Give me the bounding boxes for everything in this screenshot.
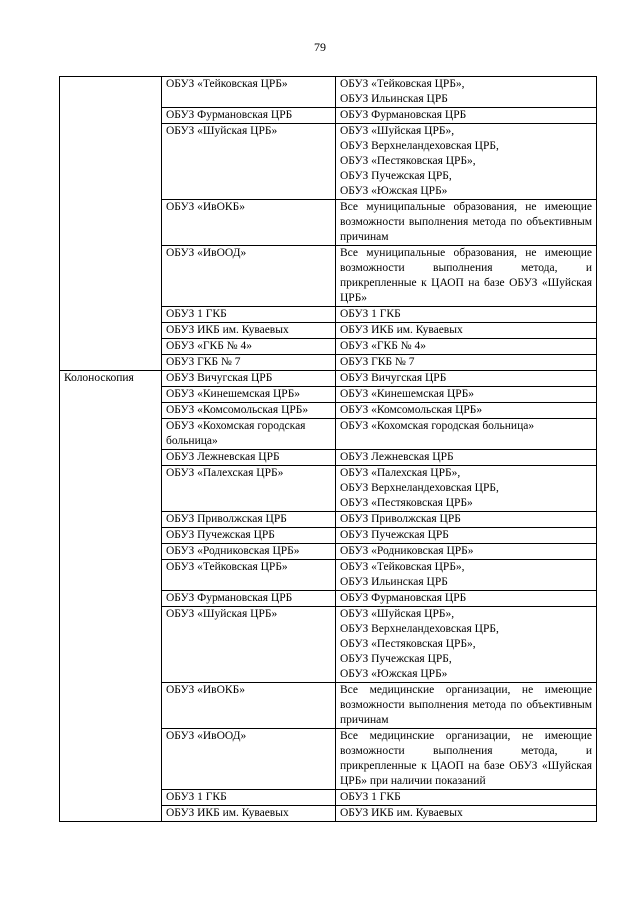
attached-organizations-cell (336, 591, 597, 607)
organization-cell: ОБУЗ ГКБ № 7 (162, 355, 336, 371)
attached-organizations-cell (336, 387, 597, 403)
attached-organization-line: ОБУЗ «Кохомская городская больница» (340, 420, 535, 432)
section-cell (60, 77, 162, 371)
attached-organizations-cell (336, 403, 597, 419)
attached-organizations-cell (336, 544, 597, 560)
attached-organizations-cell (336, 790, 597, 806)
attached-organization-line: ОБУЗ Пучежская ЦРБ, (340, 170, 452, 182)
organization-cell: ОБУЗ «ИвООД» (162, 246, 336, 307)
organization-cell: ОБУЗ «Кохомская городская больница» (162, 419, 336, 450)
attached-organization-line: Все медицинские организации, не имеющие возможности выполнения метода, и прикрепленные к ЦАОП на базе ОБУЗ «Шуйская ЦРБ» при наличии показаний (340, 730, 592, 787)
attached-organizations-cell (336, 683, 597, 729)
organization-cell: ОБУЗ «Кинешемская ЦРБ» (162, 387, 336, 403)
organization-cell: ОБУЗ «Комсомольская ЦРБ» (162, 403, 336, 419)
attached-organization-line: ОБУЗ «Родниковская ЦРБ» (340, 545, 474, 557)
attached-organizations-cell (336, 339, 597, 355)
attached-organizations-cell (336, 307, 597, 323)
attached-organizations-cell (336, 512, 597, 528)
attached-organization-line: ОБУЗ ИКБ им. Куваевых (340, 807, 463, 819)
attached-organization-line: ОБУЗ «Тейковская ЦРБ», (340, 78, 465, 90)
organization-cell: ОБУЗ Фурмановская ЦРБ (162, 108, 336, 124)
attached-organizations-cell (336, 246, 597, 307)
attached-organization-line: ОБУЗ 1 ГКБ (340, 308, 401, 320)
attached-organization-line: ОБУЗ Вичугская ЦРБ (340, 372, 447, 384)
attached-organization-line: ОБУЗ «Пестяковская ЦРБ» (340, 497, 473, 509)
attached-organizations-cell (336, 200, 597, 246)
attached-organization-line: ОБУЗ «Шуйская ЦРБ», (340, 608, 455, 620)
attached-organization-line: ОБУЗ Верхнеландеховская ЦРБ, (340, 623, 499, 635)
attached-organization-line: Все муниципальные образования, не имеющие возможности выполнения метода, и прикрепленные к ЦАОП на базе ОБУЗ «Шуйская ЦРБ» (340, 247, 592, 304)
organization-cell: ОБУЗ 1 ГКБ (162, 790, 336, 806)
attached-organizations-cell (336, 323, 597, 339)
attached-organization-line: ОБУЗ «ГКБ № 4» (340, 340, 427, 352)
attached-organizations-cell (336, 729, 597, 790)
attached-organizations-cell (336, 77, 597, 108)
attached-organization-line: ОБУЗ Ильинская ЦРБ (340, 93, 448, 105)
attached-organization-line: ОБУЗ Лежневская ЦРБ (340, 451, 454, 463)
attached-organizations-cell (336, 607, 597, 683)
attached-organization-line: ОБУЗ «Южская ЦРБ» (340, 185, 448, 197)
attached-organization-line: ОБУЗ «Комсомольская ЦРБ» (340, 404, 483, 416)
attached-organizations-cell (336, 124, 597, 200)
organization-cell: ОБУЗ «Шуйская ЦРБ» (162, 124, 336, 200)
attached-organization-line: ОБУЗ Верхнеландеховская ЦРБ, (340, 140, 499, 152)
attached-organization-line: ОБУЗ «Пестяковская ЦРБ», (340, 638, 476, 650)
attached-organization-line: ОБУЗ Приволжская ЦРБ (340, 513, 461, 525)
organization-cell: ОБУЗ «Родниковская ЦРБ» (162, 544, 336, 560)
routing-table-body (60, 77, 597, 822)
attached-organization-line: ОБУЗ Фурмановская ЦРБ (340, 592, 467, 604)
organization-cell: ОБУЗ «Тейковская ЦРБ» (162, 560, 336, 591)
attached-organization-line: Все медицинские организации, не имеющие возможности выполнения метода по объективным причинам (340, 684, 592, 726)
attached-organizations-cell (336, 806, 597, 822)
attached-organization-line: ОБУЗ ИКБ им. Куваевых (340, 324, 463, 336)
organization-cell: ОБУЗ Приволжская ЦРБ (162, 512, 336, 528)
attached-organizations-cell (336, 419, 597, 450)
organization-cell: ОБУЗ «ИвОКБ» (162, 200, 336, 246)
attached-organization-line: ОБУЗ Верхнеландеховская ЦРБ, (340, 482, 499, 494)
attached-organization-line: ОБУЗ 1 ГКБ (340, 791, 401, 803)
attached-organization-line: ОБУЗ Пучежская ЦРБ, (340, 653, 452, 665)
organization-cell: ОБУЗ «Шуйская ЦРБ» (162, 607, 336, 683)
attached-organization-line: Все муниципальные образования, не имеющие возможности выполнения метода по объективным причинам (340, 201, 592, 243)
attached-organization-line: ОБУЗ «Кинешемская ЦРБ» (340, 388, 475, 400)
organization-cell: ОБУЗ Лежневская ЦРБ (162, 450, 336, 466)
organization-cell: ОБУЗ Пучежская ЦРБ (162, 528, 336, 544)
table-row (60, 371, 597, 387)
attached-organizations-cell (336, 560, 597, 591)
attached-organization-line: ОБУЗ «Пестяковская ЦРБ», (340, 155, 476, 167)
attached-organization-line: ОБУЗ «Тейковская ЦРБ», (340, 561, 465, 573)
organization-cell: ОБУЗ «ИвООД» (162, 729, 336, 790)
attached-organization-line: ОБУЗ ГКБ № 7 (340, 356, 415, 368)
organization-cell: ОБУЗ «ГКБ № 4» (162, 339, 336, 355)
organization-cell: ОБУЗ Вичугская ЦРБ (162, 371, 336, 387)
organization-cell: ОБУЗ «Палехская ЦРБ» (162, 466, 336, 512)
attached-organization-line: ОБУЗ «Шуйская ЦРБ», (340, 125, 455, 137)
organization-cell: ОБУЗ ИКБ им. Куваевых (162, 323, 336, 339)
attached-organizations-cell (336, 450, 597, 466)
attached-organizations-cell (336, 355, 597, 371)
organization-cell: ОБУЗ 1 ГКБ (162, 307, 336, 323)
attached-organization-line: ОБУЗ Ильинская ЦРБ (340, 576, 448, 588)
attached-organizations-cell (336, 371, 597, 387)
attached-organization-line: ОБУЗ Пучежская ЦРБ (340, 529, 449, 541)
organization-cell: ОБУЗ Фурмановская ЦРБ (162, 591, 336, 607)
attached-organization-line: ОБУЗ «Палехская ЦРБ», (340, 467, 461, 479)
table-row (60, 77, 597, 108)
organization-cell: ОБУЗ «ИвОКБ» (162, 683, 336, 729)
attached-organizations-cell (336, 528, 597, 544)
attached-organizations-cell (336, 466, 597, 512)
routing-table (59, 76, 597, 822)
attached-organization-line: ОБУЗ «Южская ЦРБ» (340, 668, 448, 680)
attached-organization-line: ОБУЗ Фурмановская ЦРБ (340, 109, 467, 121)
organization-cell: ОБУЗ ИКБ им. Куваевых (162, 806, 336, 822)
organization-cell: ОБУЗ «Тейковская ЦРБ» (162, 77, 336, 108)
section-cell: Колоноскопия (60, 371, 162, 822)
page-number: 79 (314, 40, 326, 54)
attached-organizations-cell (336, 108, 597, 124)
